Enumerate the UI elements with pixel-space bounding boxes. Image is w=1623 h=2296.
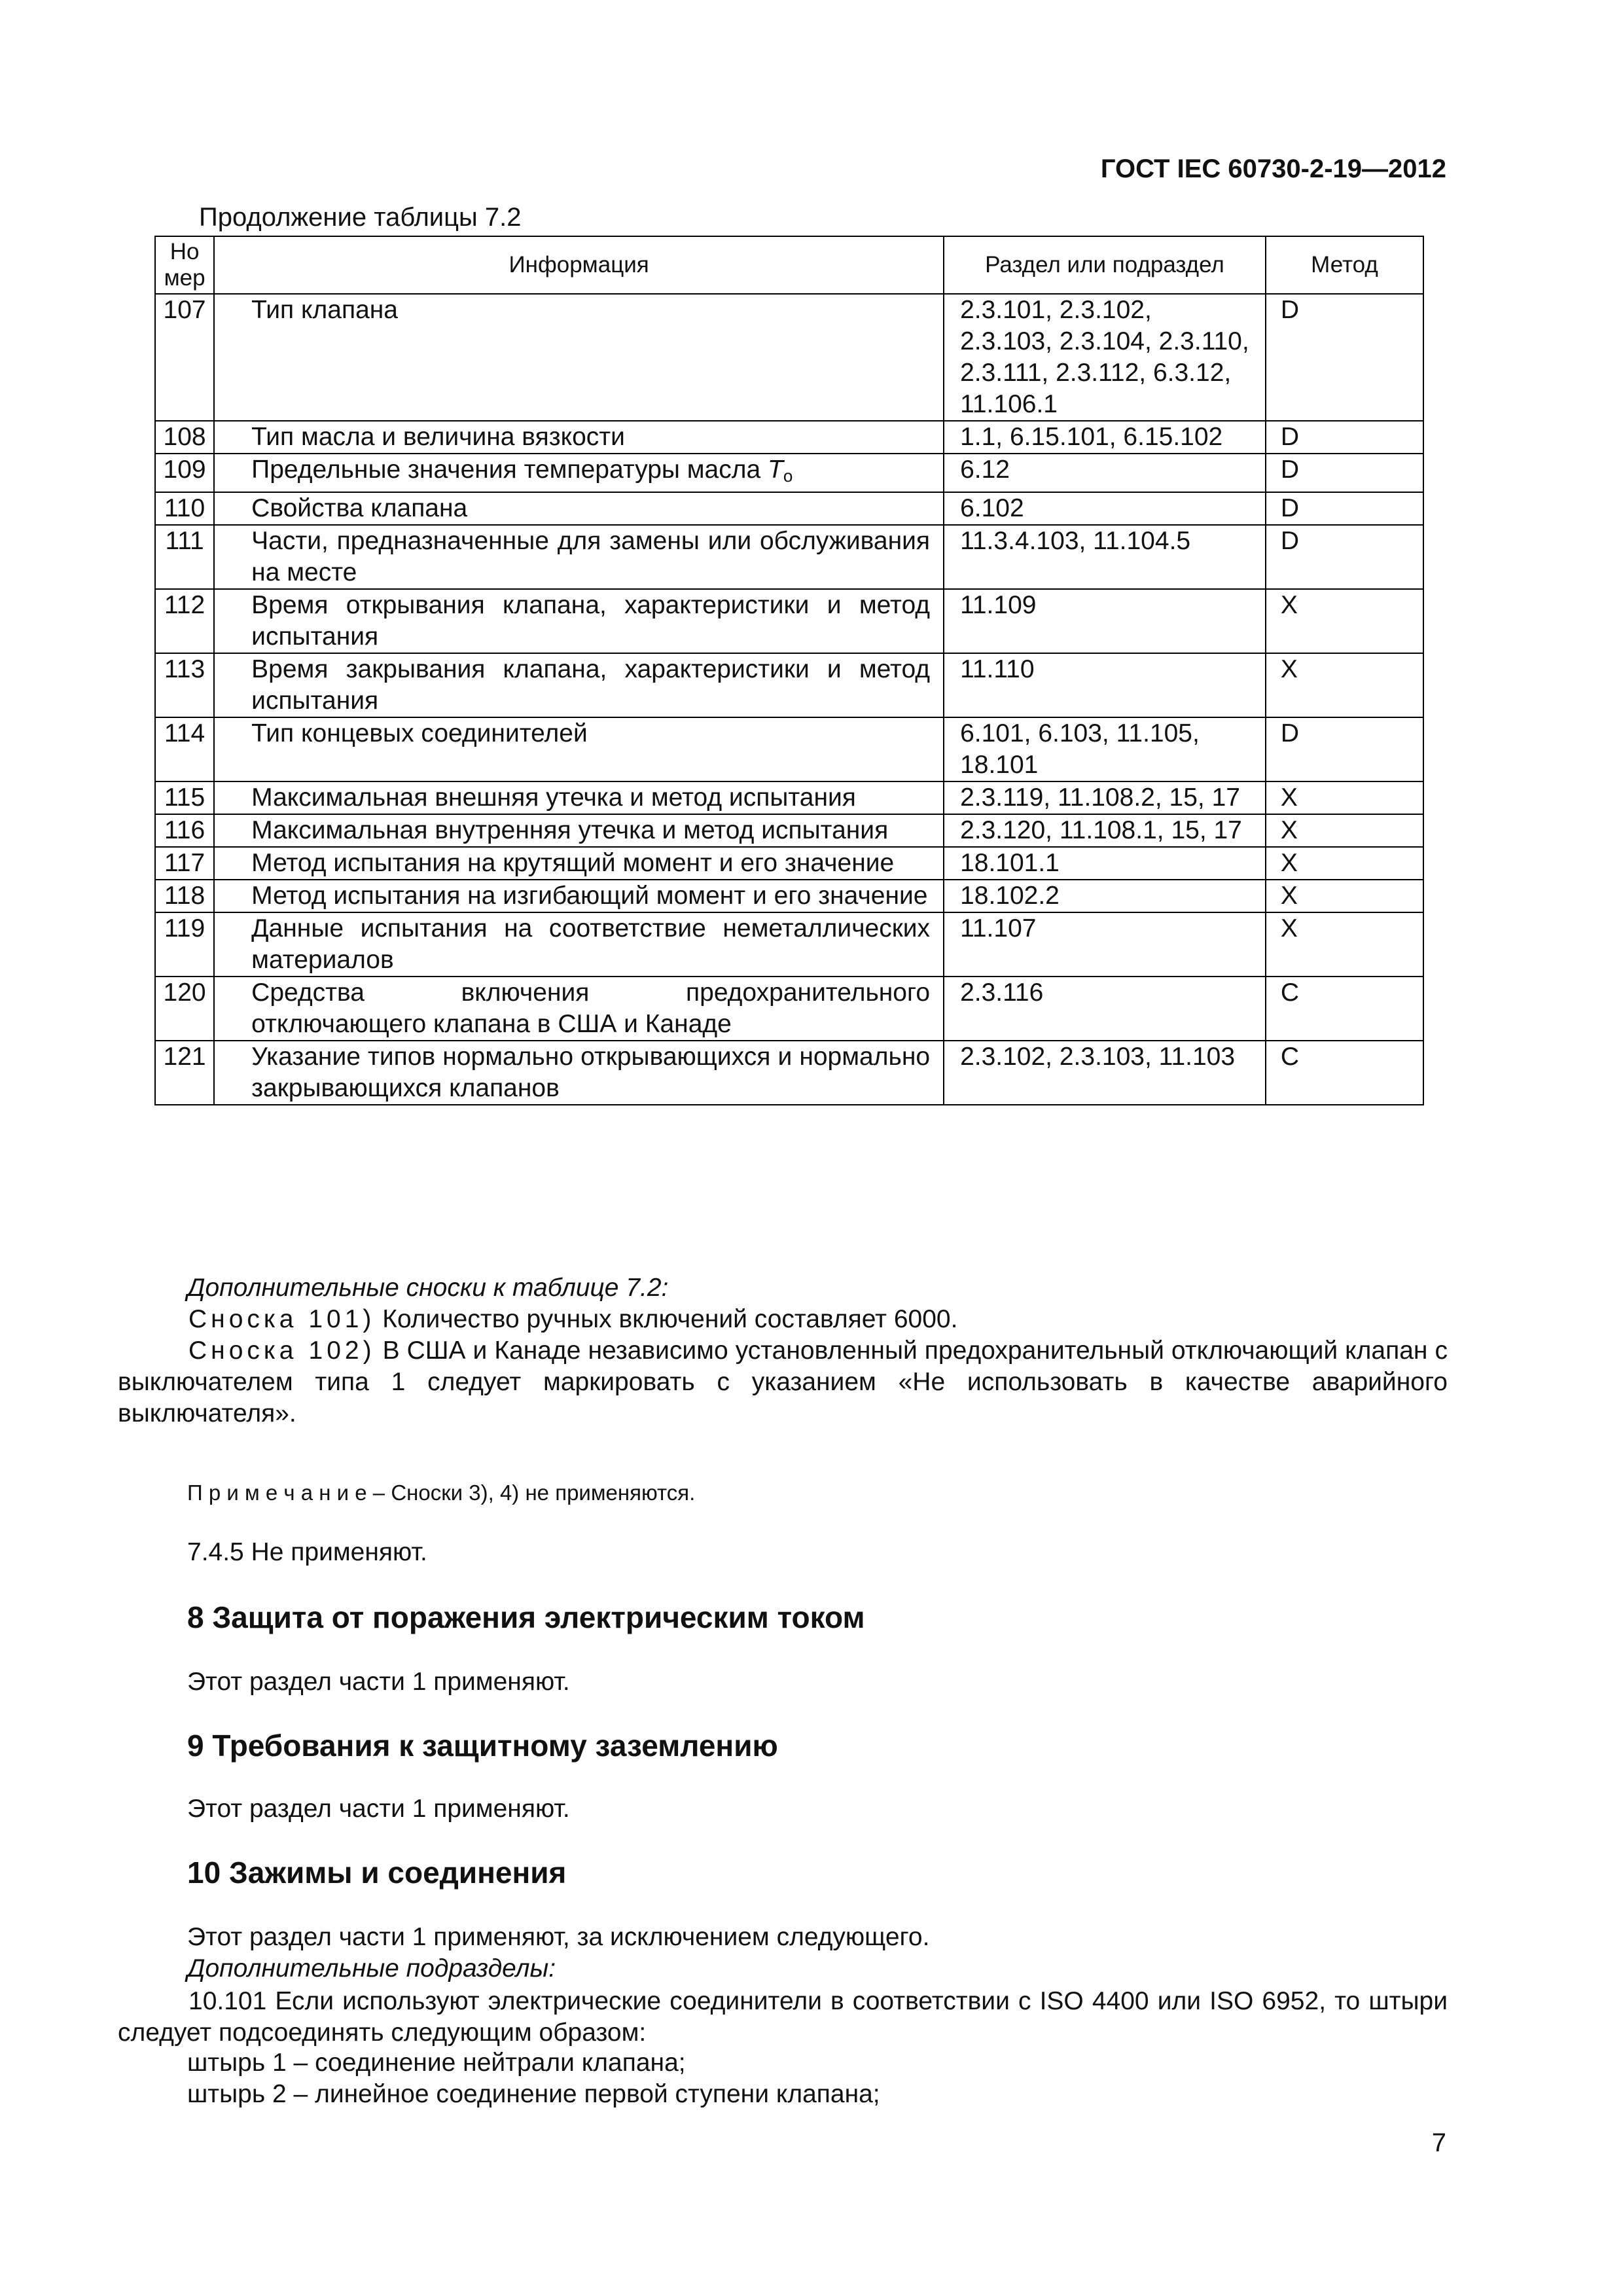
footnote-101 (118, 1304, 1448, 1335)
variable-subscript: o (783, 466, 793, 486)
row-number: 115 (155, 781, 214, 814)
row-method: D (1266, 454, 1423, 492)
row-number: 117 (155, 847, 214, 880)
row-number: 112 (155, 589, 214, 653)
table-row (155, 492, 1423, 525)
row-number: 113 (155, 653, 214, 717)
col-number-header: Но мер (155, 236, 214, 294)
info-table (154, 236, 1424, 1105)
row-method: D (1266, 421, 1423, 454)
row-method: D (1266, 294, 1423, 421)
table-body (155, 294, 1423, 1105)
row-number: 114 (155, 717, 214, 781)
row-method: X (1266, 912, 1423, 977)
para-section-8: Этот раздел части 1 применяют. (187, 1668, 570, 1696)
row-info: Тип масла и величина вязкости (214, 421, 944, 454)
table-row (155, 814, 1423, 847)
additional-subsections-label: Дополнительные подразделы: (187, 1954, 556, 1982)
row-section: 11.109 (944, 589, 1266, 653)
table-row (155, 525, 1423, 589)
row-section: 2.3.102, 2.3.103, 11.103 (944, 1041, 1266, 1105)
row-number: 111 (155, 525, 214, 589)
table-row (155, 653, 1423, 717)
row-method: D (1266, 492, 1423, 525)
page-number: 7 (1431, 2128, 1446, 2157)
col-section-header: Раздел или подраздел (944, 236, 1266, 294)
row-method: D (1266, 717, 1423, 781)
row-info: Время открывания клапана, характеристики и метод испытания (214, 589, 944, 653)
row-method: X (1266, 589, 1423, 653)
row-number: 120 (155, 977, 214, 1041)
footnote-102-text: В США и Канаде независимо установленный предохранительный отключающий клапан с выключателем типа 1 следует маркировать с указанием «Не использовать в качестве аварийного выключателя». (118, 1336, 1448, 1427)
row-method: X (1266, 880, 1423, 912)
row-info: Указание типов нормально открывающихся и нормально закрывающихся клапанов (214, 1041, 944, 1105)
table-row (155, 717, 1423, 781)
para-10-101: 10.101 Если используют электрические соединители в соответствии с ISO 4400 или ISO 6952, то штыри следует подсоединять следующим образом: (118, 1987, 1448, 2047)
footnote-101-text: Количество ручных включений составляет 6000. (375, 1305, 958, 1333)
row-info: Максимальная внутренняя утечка и метод испытания (214, 814, 944, 847)
row-section: 11.3.4.103, 11.104.5 (944, 525, 1266, 589)
table-row (155, 781, 1423, 814)
row-method: X (1266, 781, 1423, 814)
note-text: – Сноски 3), 4) не применяются. (366, 1480, 696, 1505)
row-section: 2.3.120, 11.108.1, 15, 17 (944, 814, 1266, 847)
table-row (155, 1041, 1423, 1105)
row-section: 6.102 (944, 492, 1266, 525)
table-header-row (155, 236, 1423, 294)
table-row (155, 880, 1423, 912)
para-7-4-5: 7.4.5 Не применяют. (187, 1538, 427, 1566)
pin-1-item: штырь 1 – соединение нейтрали клапана; (187, 2049, 686, 2077)
row-section: 2.3.101, 2.3.102, 2.3.103, 2.3.104, 2.3.110, 2.3.111, 2.3.112, 6.3.12, 11.106.1 (944, 294, 1266, 421)
table-row (155, 589, 1423, 653)
footnotes-title: Дополнительные сноски к таблице 7.2: (187, 1274, 669, 1302)
row-info: Метод испытания на изгибающий момент и его значение (214, 880, 944, 912)
row-method: C (1266, 1041, 1423, 1105)
row-info: Данные испытания на соответствие неметаллических материалов (214, 912, 944, 977)
col-method-header: Метод (1266, 236, 1423, 294)
table-caption: Продолжение таблицы 7.2 (199, 203, 522, 232)
row-number: 108 (155, 421, 214, 454)
footnote-102 (118, 1335, 1448, 1429)
row-method: X (1266, 847, 1423, 880)
table-row (155, 977, 1423, 1041)
row-info: Предельные значения температуры масла $T_o$ (214, 454, 944, 492)
footnote-102-label: Сноска 102) (188, 1336, 376, 1365)
row-section: 2.3.119, 11.108.2, 15, 17 (944, 781, 1266, 814)
row-info: Время закрывания клапана, характеристики и метод испытания (214, 653, 944, 717)
row-number: 109 (155, 454, 214, 492)
row-info: Тип клапана (214, 294, 944, 421)
row-number: 107 (155, 294, 214, 421)
row-section: 11.107 (944, 912, 1266, 977)
row-info: Части, предназначенные для замены или обслуживания на месте (214, 525, 944, 589)
heading-section-8: 8 Защита от поражения электрическим током (187, 1600, 865, 1634)
para-section-9: Этот раздел части 1 применяют. (187, 1795, 570, 1823)
variable-t: T (768, 456, 783, 484)
row-info: Свойства клапана (214, 492, 944, 525)
table-row (155, 912, 1423, 977)
table-row (155, 454, 1423, 492)
row-info: Средства включения предохранительного отключающего клапана в США и Канаде (214, 977, 944, 1041)
row-info: Тип концевых соединителей (214, 717, 944, 781)
table-row (155, 847, 1423, 880)
row-number: 121 (155, 1041, 214, 1105)
row-number: 110 (155, 492, 214, 525)
row-info: Метод испытания на крутящий момент и его значение (214, 847, 944, 880)
row-section: 1.1, 6.15.101, 6.15.102 (944, 421, 1266, 454)
col-info-header: Информация (214, 236, 944, 294)
footnote-101-label: Сноска 101) (188, 1305, 376, 1333)
row-number: 116 (155, 814, 214, 847)
row-number: 119 (155, 912, 214, 977)
heading-section-9: 9 Требования к защитному заземлению (187, 1729, 778, 1763)
row-section: 11.110 (944, 653, 1266, 717)
row-number: 118 (155, 880, 214, 912)
row-method: X (1266, 814, 1423, 847)
row-info: Максимальная внешняя утечка и метод испытания (214, 781, 944, 814)
heading-section-10: 10 Зажимы и соединения (187, 1856, 567, 1890)
row-method: X (1266, 653, 1423, 717)
row-method: D (1266, 525, 1423, 589)
note-label: П р и м е ч а н и е (187, 1480, 367, 1505)
row-section: 18.102.2 (944, 880, 1266, 912)
note (187, 1480, 695, 1505)
row-section: 2.3.116 (944, 977, 1266, 1041)
table-row (155, 294, 1423, 421)
para-section-10: Этот раздел части 1 применяют, за исключением следующего. (187, 1923, 930, 1951)
row-section: 18.101.1 (944, 847, 1266, 880)
row-section: 6.101, 6.103, 11.105, 18.101 (944, 717, 1266, 781)
pin-2-item: штырь 2 – линейное соединение первой ступени клапана; (187, 2080, 880, 2108)
row-section: 6.12 (944, 454, 1266, 492)
table-row (155, 421, 1423, 454)
standard-header: ГОСТ IEC 60730-2-19—2012 (1100, 154, 1446, 183)
row-method: C (1266, 977, 1423, 1041)
